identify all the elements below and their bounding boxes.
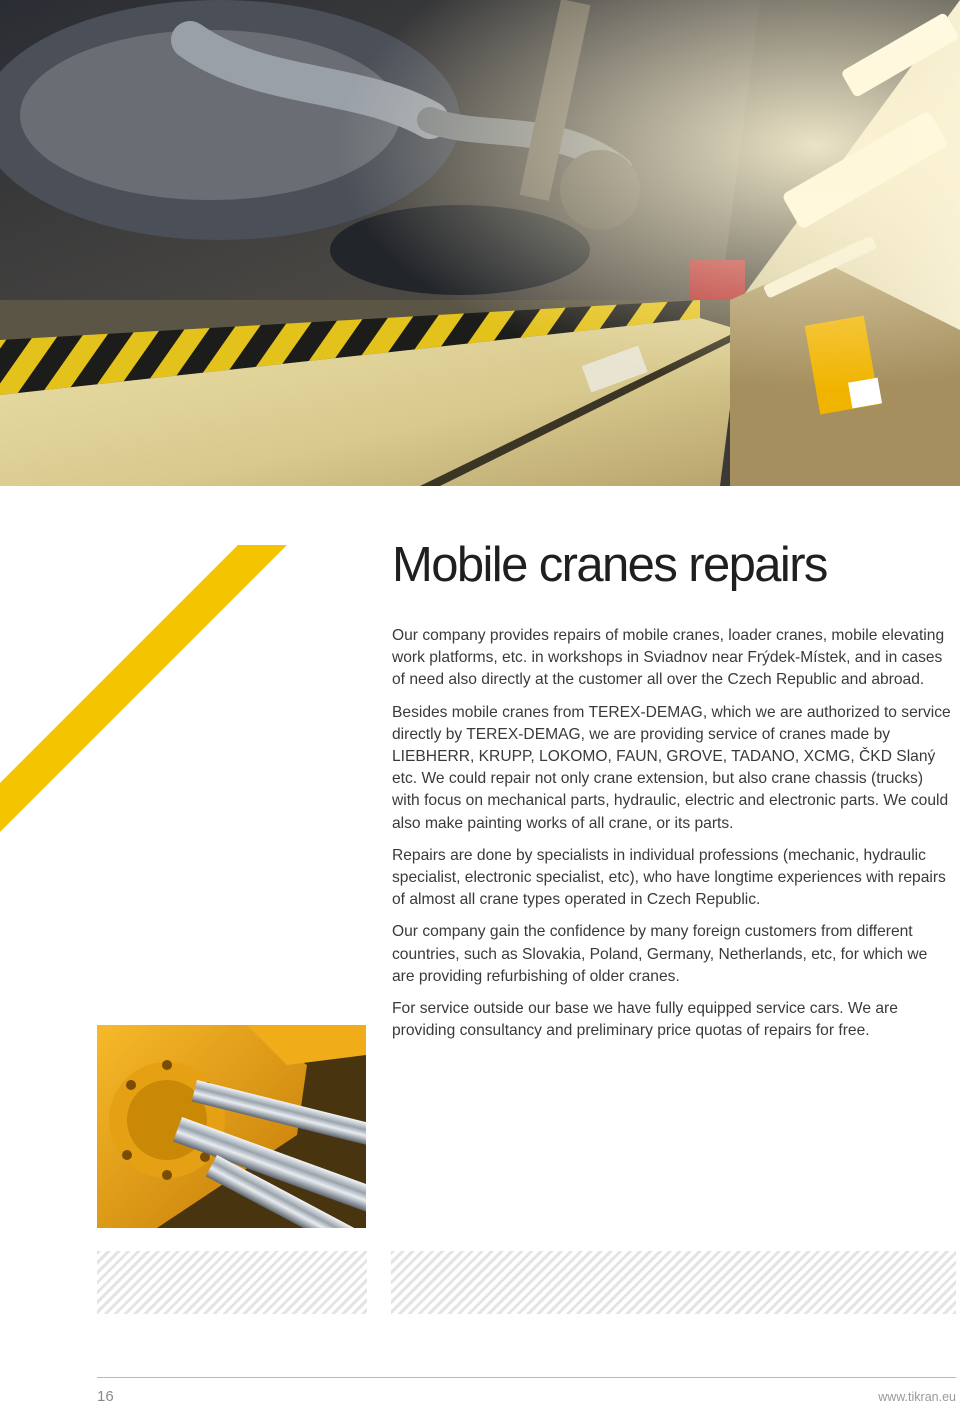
paragraph-specialists: Repairs are done by specialists in individual professions (mechanic, hydraulic specialist, electronic specialist, etc), who have longtime experiences with repairs of almost all crane types operated in Czech Republic.	[392, 846, 946, 909]
paragraph-service-cars: For service outside our base we have fully equipped service cars. We are providing consultancy and preliminary price quotas of repairs for free.	[392, 1000, 898, 1040]
footer-divider	[97, 1377, 956, 1378]
website-link[interactable]: www.tikran.eu	[878, 1390, 956, 1404]
page-number: 16	[97, 1388, 114, 1405]
paragraph-brands: Besides mobile cranes from TEREX-DEMAG, which we are authorized to service directly by TEREX-DEMAG, we are providing service of cranes made by LIEBHERR, KRUPP, LOKOMO, FAUN, GROVE, TADANO, XCMG, ČKD Slaný etc. We could repair not only crane extension, but also crane chassis (trucks) with focus on mechanical parts, hydraulic, electric and electronic parts. We could also make painting works of all crane, or its parts.	[392, 703, 951, 832]
hero-photo-service-pit	[0, 0, 960, 486]
paragraph-intro: Our company provides repairs of mobile cranes, loader cranes, mobile elevating work platforms, etc. in workshops in Sviadnov near Frýdek-Místek, and in cases of need also directly at the customer all over the Czech Republic and abroad.	[392, 627, 945, 689]
hatched-placeholder-left	[97, 1251, 367, 1314]
hydraulic-cylinders-photo	[97, 1025, 366, 1228]
paragraph-customers: Our company gain the confidence by many foreign customers from different countries, such as Slovakia, Poland, Germany, Netherlands, etc, for which we are providing refurbishing of older cranes.	[392, 923, 928, 985]
page-title: Mobile cranes repairs	[392, 538, 827, 592]
yellow-diagonal-stripe	[0, 545, 290, 835]
hatched-placeholder-right	[391, 1251, 956, 1314]
body-text	[392, 625, 952, 1052]
